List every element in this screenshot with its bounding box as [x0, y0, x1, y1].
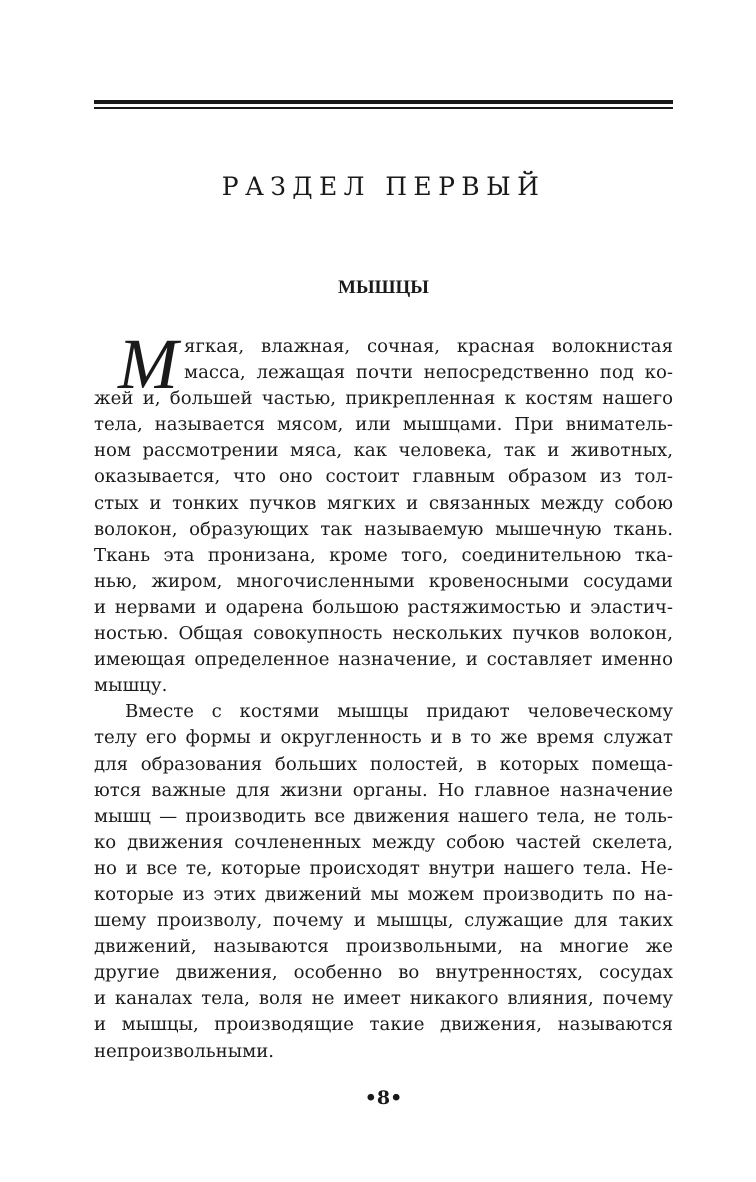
text-line: волокон, образующих так называемую мышечную ткань.	[94, 518, 673, 540]
text-line: мышцу.	[94, 675, 168, 697]
text-line: ягкая, влажная, сочная, красная волокнистая	[184, 336, 673, 357]
text-line: ются важные для жизни органы. Но главное назначение	[94, 779, 673, 801]
text-line: ном рассмотрении мяса, как человека, так и животных,	[94, 440, 673, 462]
text-line: но и все те, которые происходят внутри нашего тела. Не-	[94, 857, 673, 879]
text-line: Ткань эта пронизана, кроме того, соединительною тка-	[94, 544, 673, 566]
text-line: Вместе с костями мышцы придают человеческому	[125, 701, 673, 723]
text-line: оказывается, что оно состоит главным образом из тол-	[94, 466, 673, 488]
text-line: жей и, большей частью, прикрепленная к костям нашего	[94, 388, 673, 410]
text-line: нью, жиром, многочисленными кровеносными сосудами	[94, 570, 673, 592]
text-line: мышц — производить все движения нашего тела, не толь-	[94, 805, 673, 827]
text-line: ностью. Общая совокупность нескольких пучков волокон,	[94, 623, 673, 645]
text-line: которые из этих движений мы можем производить по на-	[94, 883, 673, 905]
text-line: для образования больших полостей, в которых помеща-	[94, 753, 673, 775]
text-line: стых и тонких пучков мягких и связанных между собою	[94, 492, 673, 514]
text-line: другие движения, особенно во внутренностях, сосудах	[94, 962, 673, 984]
text-line: движений, называются произвольными, на многие же	[94, 936, 673, 958]
body-text	[94, 324, 673, 1065]
page-number: •8•	[364, 1087, 403, 1109]
text-line: масса, лежащая почти непосредственно под ко-	[184, 362, 673, 384]
header-rule-thin	[94, 107, 673, 109]
header-rule-thick	[94, 100, 673, 104]
section-title: РАЗДЕЛ ПЕРВЫЙ	[221, 172, 546, 201]
text-line: тела, называется мясом, или мышцами. При вниматель-	[94, 414, 673, 436]
text-line: и каналах тела, воля не имеет никакого влияния, почему	[94, 988, 673, 1010]
text-line: телу его формы и округленность и в то же время служат	[94, 727, 673, 749]
chapter-title: МЫШЦЫ	[338, 277, 429, 298]
text-line: ко движения сочлененных между собою частей скелета,	[94, 831, 673, 853]
text-line: имеющая определенное назначение, и составляет именно	[94, 649, 673, 671]
text-line: и мышцы, производящие такие движения, называются	[94, 1014, 673, 1036]
text-line: и нервами и одарена большою растяжимостью и эластич-	[94, 596, 673, 618]
text-line: непроизвольными.	[94, 1040, 275, 1062]
text-line: шему произволу, почему и мышцы, служащие для таких	[94, 910, 673, 932]
drop-cap: М	[118, 324, 178, 404]
